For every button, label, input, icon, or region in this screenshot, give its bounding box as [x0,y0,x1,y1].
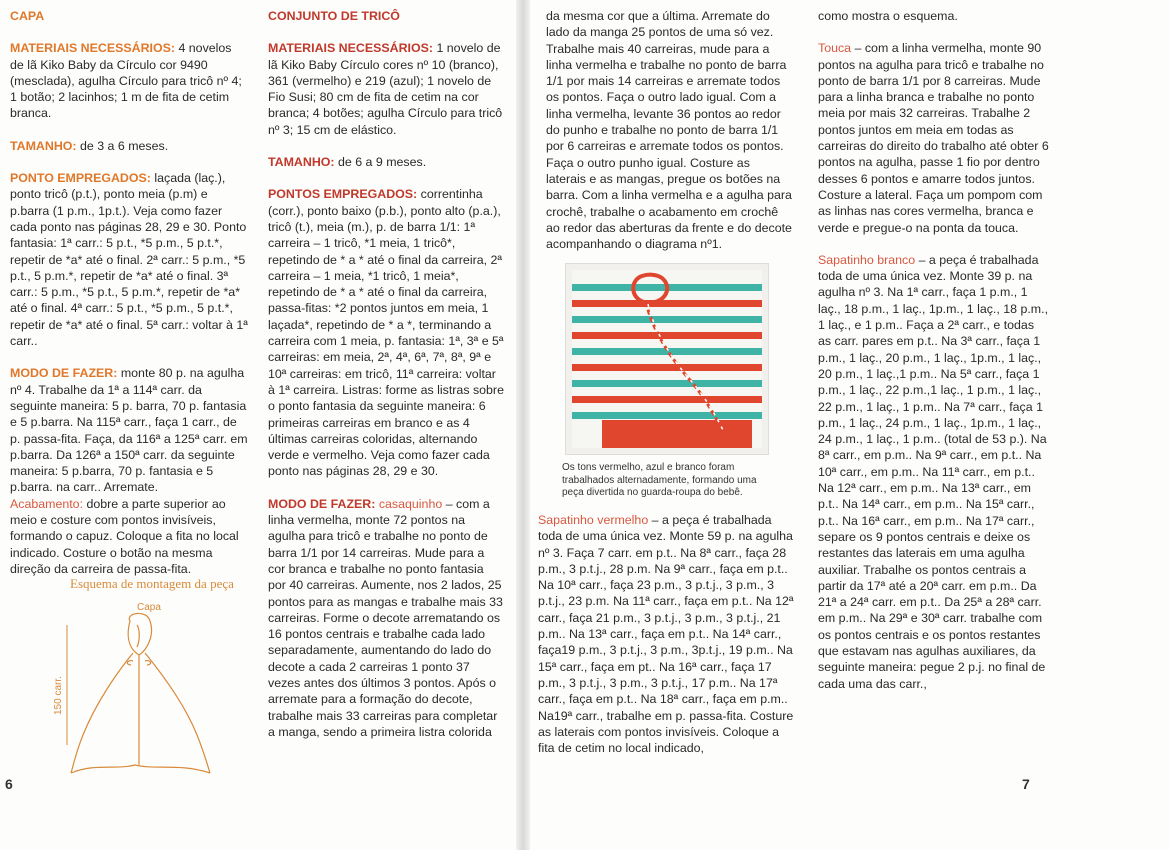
jacket-stripe [572,380,762,387]
jacket-stripe [572,412,762,419]
diagram-dimension: 150 carr. [53,676,64,715]
section-title-conjunto: CONJUNTO DE TRICÔ [268,9,400,23]
photo-caption: Os tons vermelho, azul e branco foram trabalhados alternadamente, formando uma peça divertida no guarda-roupa do bebê. [562,462,757,498]
sapatinho-vermelho-section [538,512,794,772]
page-gutter [516,0,530,850]
pontos-text: laçada (laç.), ponto tricô (p.t.), ponto meia (p.m) e p.barra (1 p.m., 1p.t.). Veja como fazer cada ponto nas páginas 28, 29 e 30. Ponto fantasia: 1ª carr.: 5 p.t., *5 p.m., 5 p.t.*, repetir de *a* até o final. 2ª carr.: 5 p.m., *5 p.t., 5 p.m.*, repetir de *a* até o final. 3ª carr.: 5 p.m., *5 p.t., 5 p.m.*, repetir de *a* até o final. 4ª carr.: 5 p.t., *5 p.m., 5 p.t.*, repetir de *a* até o final. 5ª carr.: voltar à 1ª carr.. [10,171,248,349]
acabamento-text: dobre a parte superior ao meio e costure com pontos invisíveis, formando o capuz. Coloque a fita no local indicado. Costure o botão na mesma direção da carreira de passa-fita. [10,496,239,576]
modo-text: – com a linha vermelha, monte 72 pontos na agulha para tricô e trabalhe no ponto de barra 1/1 por 14 carreiras. Mude para a cor branca e trabalhe no ponto fantasia por 40 carreiras. Aumente, nos 2 lados, 25 pontos para as mangas e trabalhe mais 33 carreiras. Forme o decote arrematando os 16 pontos centrais e trabalhe cada lado separadamente, aumentando do lado do decote a cada 2 carreiras 1 ponto 37 vezes antes dos últimos 3 pontos. Após o arremate para a formação do decote, trabalhe mais 33 carreiras para completar a manga, sendo a primeira listra colorida [268,496,503,739]
pontos-label: PONTO EMPREGADOS: [10,171,151,186]
capa-modo [10,365,248,495]
modo-label: MODO DE FAZER: [268,496,376,511]
col4-continuation: como mostra o esquema. [818,9,958,23]
pontos-text: correntinha (corr.), ponto baixo (p.b.), ponto alto (p.a.), tricô (t.), meia (m.), p. de barra 1/1: 1ª carreira – 1 tricô, *1 meia, 1 tricô*, repetindo de * a * até o final da carreira, 2ª carreira – 1 meia, *1 tricô, 1 meia*, repetindo de * a * até o final da carreira, passa-fitas: *2 pontos juntos em meia, 1 laçada*, repetindo de * a *, terminando a carreira com 1 meia, p. fantasia: 1ª, 3ª e 5ª carreiras: em meia, 2ª, 4ª, 6ª, 7ª, 8ª, 9ª e 10ª carreiras: em tricô, 11ª carreira: voltar à 1ª carreira. Listras: forme as listras sobre o ponto fantasia da seguinte maneira: 6 primeiras carreiras em branco e as 4 últimas carreiras coloridas, alternando verde e vermelho. Veja como fazer cada ponto nas páginas 28, 29 e 30. [268,187,504,479]
modo-label: MODO DE FAZER: [10,366,118,381]
materiais-text: 1 novelo de lã Kiko Baby Círculo cores nº 10 (branco), 361 (vermelho) e 219 (azul); 1 novelo de Fio Susi; 80 cm de fita de cetim na cor branca; 4 botões; agulha Círculo para tricô nº 3; 15 cm de elástico. [268,41,503,137]
touca-label: Touca [818,41,852,56]
touca-text: – com a linha vermelha, monte 90 pontos na agulha para tricô e trabalhe no ponto de barra 1/1 por 8 carreiras. Mude para a linha branca e trabalhe no ponto meia por mais 32 carreiras. Trabalhe 2 pontos juntos em meia em todas as carreiras do direito do trabalho até obter 6 pontos na agulha, passe 1 fio por dentro desses 6 pontos e amarre todos juntos. Costure a lateral. Faça um pompom com as linhas nas cores vermelha, branca e verde e pregue-o na ponta da touca. [818,41,1049,235]
jacket-stripe [572,300,762,307]
sapatinho-branco-label: Sapatinho branco [818,252,916,267]
page-number-left: 6 [5,776,13,792]
conjunto-tamanho [268,154,504,170]
jacket-stripe [572,364,762,371]
column-three [546,8,792,268]
modo-text: monte 80 p. na agulha nº 4. Trabalhe da 1ª a 114ª carr. da seguinte maneira: 5 p. barra, 70 p. fantasia e 5 p.barra. Na 115ª carr., faça 1 carr., de p. passa-fita. Faça, da 116ª a 125ª carr. em p.barra. Da 126ª a 150ª carr. da seguinte maneira: 5 p.barra, 70 p. fantasia e 5 p.barra. na carr.. Arremate. [10,366,248,495]
pontos-label: PONTOS EMPREGADOS: [268,187,418,202]
sapatinho-vermelho-text: – a peça é trabalhada toda de uma única vez. Monte 59 p. na agulha nº 3. Faça 7 carr. em p.t.. Na 8ª carr., faça 28 p.m., 3 p.t.j., 28 p.m. Na 9ª carr., faça em p.t.. Na 10ª carr., faça 23 p.m., 3 p.t.j., 3 p.m., 3 p.t.j., 23 p.m. Na 11ª carr., faça em p.t.. Na 12ª carr., faça 21 p.m., 3 p.t.j., 3 p.m., 3 p.t.j., 21 p.m.. Na 13ª carr., faça em p.t.. Na 14ª carr., faça19 p.m., 3 p.t.j., 3 p.m., 3p.t.j., 19 p.m.. Na 15ª carr., faça em pt.. Na 16ª carr., faça 17 p.m., 3 p.t.j., 3 p.m., 3 p.t.j., 17 p.m.. Na 17ª carr., faça em p.t.. Na 18ª carr., faça em p.m.. Na19ª carr., trabalhe em p. passa-fita. Costure as laterais com pontos invisíveis. Coloque a fita de cetim no local indicado, [538,513,794,756]
capa-materiais [10,40,248,121]
tamanho-text: de 3 a 6 meses. [79,138,169,153]
capa-pontos [10,170,248,349]
materiais-text: 4 novelos de lã Kiko Baby da Círculo cor 9490 (mesclada), agulha Círculo para tricô nº 4; 1 botão; 2 lacinhos; 1 m de fita de cetim branca. [10,41,242,121]
modo-sub-casaquinho: casaquinho [378,496,443,511]
page-number-right: 7 [1022,776,1030,792]
knitted-jacket-photo [572,270,762,448]
jacket-stripe [572,396,762,403]
conjunto-modo [268,496,504,740]
column-capa [10,8,248,593]
col3-continuation: da mesma cor que a última. Arremate do lado da manga 25 pontos de uma só vez. Trabalhe mais 40 carreiras, mude para a linha vermelha e trabalhe no ponto de barra 1/1 por mais 14 carreiras e arremate todos os pontos. Faça o outro lado igual. Com a linha vermelha, levante 36 pontos ao redor do punho e trabalhe no ponto de barra 1/1 por 6 carreiras e arremate todos os pontos. Faça o outro punho igual. Costure as laterais e as mangas, pregue os botões na barra. Com a linha vermelha e a agulha para crochê, trabalhe o acabamento em crochê ao redor das aberturas da frente e do decote acompanhando o diagrama nº1. [546,9,792,252]
jacket-stripe [572,332,762,339]
tamanho-text: de 6 a 9 meses. [337,155,427,170]
conjunto-pontos [268,186,504,479]
jacket-stripe [572,316,762,323]
section-title-capa: CAPA [10,9,45,23]
touca-section [818,40,1050,236]
conjunto-materiais [268,40,504,138]
acabamento-label: Acabamento: [10,496,84,511]
cape-diagram [55,595,230,785]
tamanho-label: TAMANHO: [10,138,77,153]
sapatinho-vermelho-label: Sapatinho vermelho [538,513,649,527]
diagram-label-capa: Capa [137,602,161,613]
capa-acabamento [10,496,248,577]
capa-tamanho [10,138,248,154]
materiais-label: MATERIAIS NECESSÁRIOS: [268,41,433,56]
column-four [818,8,1050,708]
tamanho-label: TAMANHO: [268,155,335,170]
column-conjunto [268,8,504,756]
diagram-title: Esquema de montagem da peça [70,576,234,591]
sapatinho-branco-text: – a peça é trabalhada toda de uma única vez. Monte 39 p. na agulha nº 3. Na 1ª carr., faça 1 p.m., 1 laç., 18 p.m., 1 laç., 1p.m., 1 laç., 18 p.m., 1 laç., e 1 p.m.. Faça a 2ª carr., e todas as carr. pares em p.t.. Na 3ª carr., faça 1 p.m., 1 laç., 20 p.m., 1 laç., 1p.m., 1 laç., 20 p.m., 1 laç.,1 p.m.. Na 5ª carr., faça 1 p.m., 1 laç., 22 p.m.,1 laç., 1 p.m., 1 laç., 22 p.m., 1 laç., 1 p.m.. Na 7ª carr., faça 1 p.m., 1 laç., 24 p.m., 1 laç., 1p.m., 1 laç., 24 p.m., 1 laç., 1 p.m.. (total de 53 p.). Na 8ª carr., em p.m.. Na 9ª carr., em p.t.. Na 10ª carr., em p.m.. Na 11ª carr., em p.t.. Na 12ª carr., em p.m.. Na 13ª carr., em p.t.. Na 14ª carr., em p.m.. Na 15ª carr., p.t.. Na 16ª carr., em p.m.. Na 17ª carr., separe os 9 pontos centrais e deixe os restantes das laterais em uma agulha auxiliar. Trabalhe os pontos centrais a partir da 17ª até a 20ª carr. em p.m.. Da 21ª a 24ª carr. em p.t.. Da 25ª a 28ª carr. em p.m.. Na 29ª e 30ª carr. trabalhe com os pontos centrais e os pontos restantes que estavam nas agulhas auxiliares, da seguinte maneira: pegue 2 p.j. no final de cada uma das carr., [818,252,1049,691]
sapatinho-branco-section [818,252,1050,692]
materiais-label: MATERIAIS NECESSÁRIOS: [10,41,175,56]
